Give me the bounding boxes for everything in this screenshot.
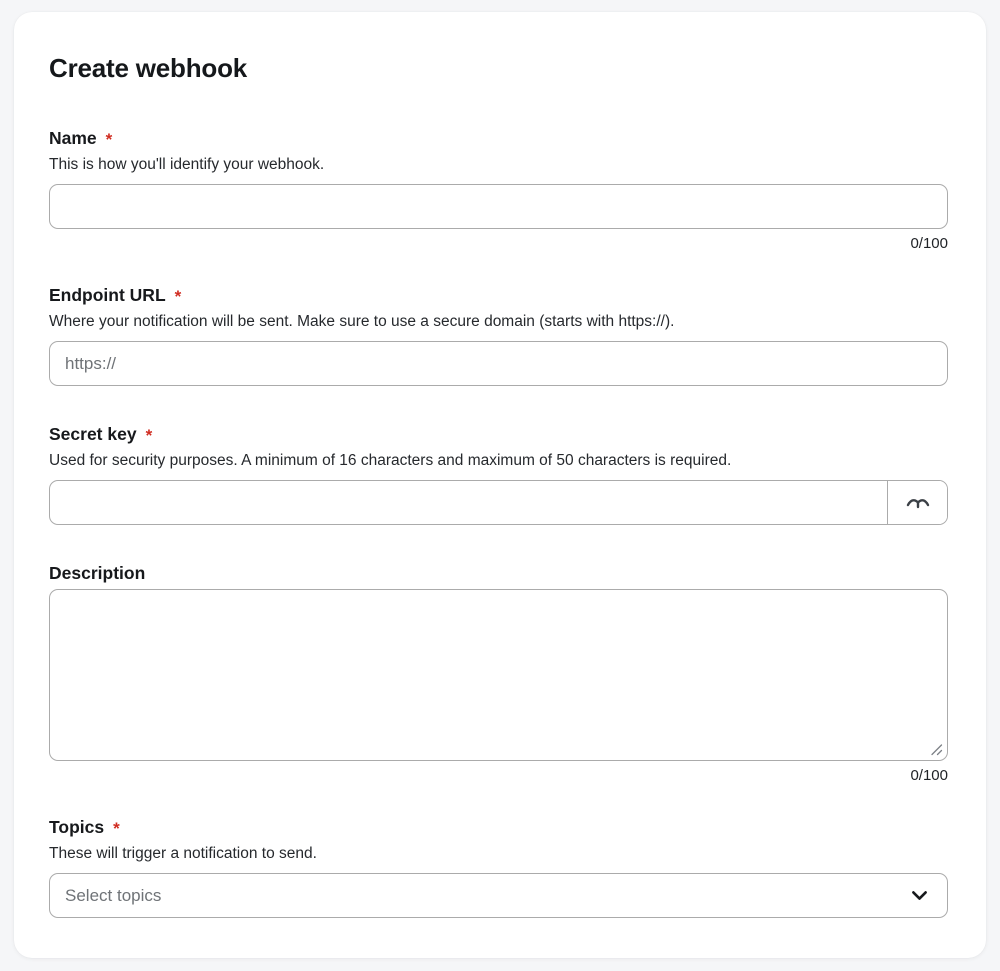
secret-key-label-row [49,424,948,446]
description-label: Description [49,563,146,583]
name-help-text: This is how you'll identify your webhook. [49,156,325,173]
create-webhook-card [14,12,986,958]
topics-select[interactable] [49,873,948,918]
description-char-counter: 0/100 [910,767,948,784]
description-textarea[interactable] [49,589,948,761]
secret-key-input[interactable] [50,481,887,524]
topics-select-placeholder: Select topics [65,885,162,905]
topics-help-text: These will trigger a notification to send. [49,845,317,862]
description-textarea-wrap [49,589,948,761]
field-endpoint-url [49,285,948,386]
field-description [49,563,948,785]
endpoint-url-label: Endpoint URL [49,285,166,305]
toggle-secret-visibility-button[interactable] [887,481,947,524]
description-label-row [49,563,948,584]
name-input[interactable] [49,184,948,229]
secret-key-label: Secret key [49,424,137,444]
field-topics [49,817,948,918]
field-secret-key [49,424,948,525]
secret-key-field-group [49,480,948,525]
topics-label: Topics [49,817,105,837]
name-label-row [49,128,948,150]
required-asterisk: * [113,819,120,838]
name-label: Name [49,128,97,148]
secret-key-help-text: Used for security purposes. A minimum of 16 characters and maximum of 50 characters is required. [49,452,732,469]
endpoint-url-label-row [49,285,948,307]
topics-label-row [49,817,948,839]
eye-closed-icon [904,491,932,515]
required-asterisk: * [174,287,182,306]
required-asterisk: * [105,130,113,149]
page-title: Create webhook [49,53,248,83]
field-name [49,128,948,253]
required-asterisk: * [145,426,153,445]
endpoint-url-input[interactable] [49,341,948,386]
endpoint-url-help-text: Where your notification will be sent. Make sure to use a secure domain (starts with https://). [49,313,675,330]
name-char-counter: 0/100 [910,235,948,252]
chevron-down-icon [909,885,930,906]
